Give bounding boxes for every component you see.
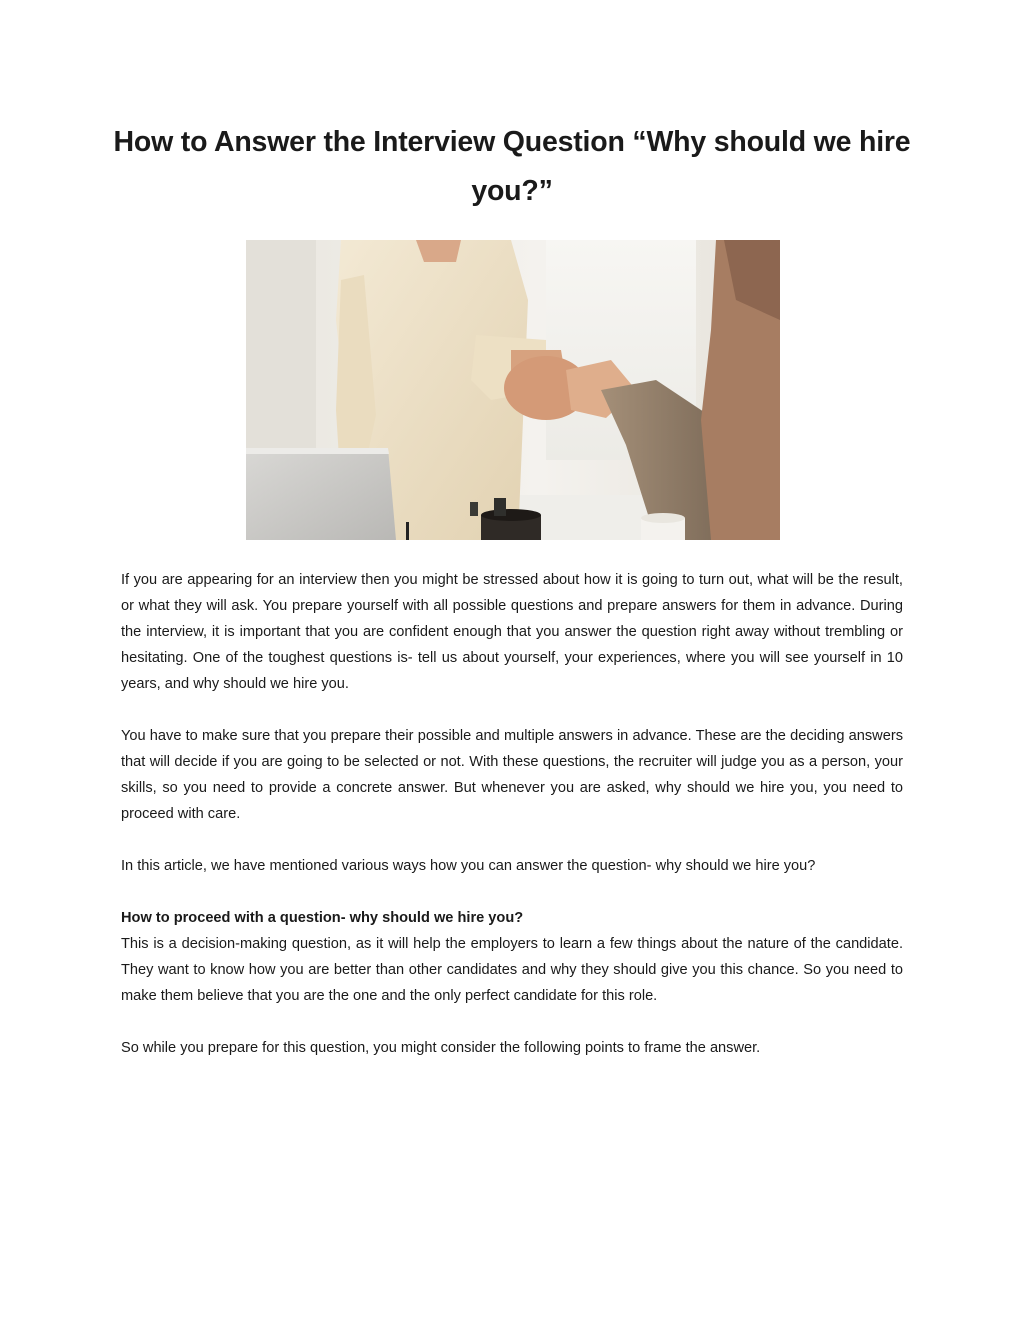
article-body bbox=[121, 567, 903, 1087]
handshake-photo bbox=[246, 240, 780, 540]
paragraph-article-scope: In this article, we have mentioned various ways how you can answer the question- why should we hire you? bbox=[121, 858, 816, 874]
paragraph-prepare: You have to make sure that you prepare their possible and multiple answers in advance. These are the deciding answers that will decide if you are going to be selected or not. With these questions, the recruiter will judge you as a person, your skills, so you need to provide a concrete answer. But whenever you are asked, why should we hire you, you need to proceed with care. bbox=[121, 728, 903, 822]
section-heading: How to proceed with a question- why should we hire you? bbox=[121, 910, 524, 926]
article-title: How to Answer the Interview Question “Why should we hire you?” bbox=[113, 126, 911, 207]
section-text: This is a decision-making question, as it will help the employers to learn a few things about the nature of the candidate. They want to know how you are better than other candidates and why they should give you this chance. So you need to make them believe that you are the one and the only perfect candidate for this role. bbox=[121, 936, 903, 1004]
paragraph-intro: If you are appearing for an interview then you might be stressed about how it is going to turn out, what will be the result, or what they will ask. You prepare yourself with all possible questions and prepare answers for them in advance. During the interview, it is important that you are confident enough that you answer the question right away without trembling or hesitating. One of the toughest questions is- tell us about yourself, your experiences, where you will see yourself in 10 years, and why should we hire you. bbox=[121, 572, 903, 692]
paragraph-closing: So while you prepare for this question, you might consider the following points to frame the answer. bbox=[121, 1040, 761, 1056]
section-block bbox=[121, 905, 903, 1009]
